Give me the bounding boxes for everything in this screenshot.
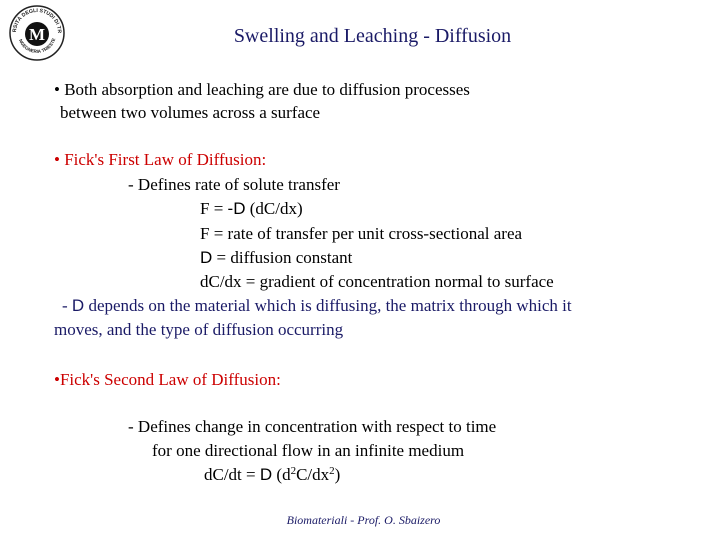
equation2-prefix: dC/dt =: [204, 465, 260, 484]
definition-d: [200, 246, 352, 270]
definition-d-text: = diffusion constant: [212, 248, 353, 267]
diffusion-note-line1: [62, 294, 572, 318]
seal-text-bottom: NGEGNERIA TRIESTE: [17, 37, 57, 54]
bullet-absorption-line2: between two volumes across a surface: [60, 103, 321, 122]
equation2-mid: C/dx: [296, 465, 330, 484]
equation-minus-d: -D: [227, 199, 246, 218]
equation2-sup2: 2: [329, 465, 335, 477]
seal-monogram: M: [28, 25, 46, 44]
equation2-d: D: [259, 465, 273, 484]
note-text-line1: depends on the material which is diffusing, the matrix through which it: [84, 296, 572, 315]
page-title: Swelling and Leaching - Diffusion: [233, 25, 512, 47]
ficks-second-law-definition-line2: for one directional flow in an infinite medium: [152, 441, 465, 460]
ficks-second-law-definition-line1: - Defines change in concentration with respect to time: [128, 417, 497, 436]
equation2-sup1: 2: [290, 465, 297, 477]
ficks-second-law-equation: [204, 463, 340, 487]
definition-d-symbol: D: [200, 248, 213, 267]
equation-f-prefix: F =: [200, 199, 228, 218]
ficks-first-law-heading: • Fick's First Law of Diffusion:: [54, 150, 267, 169]
seal-text-top: RSITÀ DEGLI STUDI DI TR: [11, 7, 63, 34]
note-dash: -: [62, 296, 72, 315]
diffusion-note-line2: moves, and the type of diffusion occurring: [54, 320, 344, 339]
ficks-first-law-definition: - Defines rate of solute transfer: [128, 175, 340, 194]
note-d-symbol: D: [71, 296, 85, 315]
ficks-first-law-equation: [200, 197, 303, 221]
ficks-second-law-heading: •Fick's Second Law of Diffusion:: [54, 370, 281, 389]
definition-f: F = rate of transfer per unit cross-sectional area: [200, 224, 523, 243]
equation-f-suffix: (dC/dx): [245, 199, 303, 218]
bullet-absorption-line1: • Both absorption and leaching are due to diffusion processes: [54, 80, 470, 99]
equation2-close: ): [334, 465, 341, 484]
equation2-open: (d: [272, 465, 291, 484]
definition-gradient: dC/dx = gradient of concentration normal to surface: [200, 272, 554, 291]
footer-credit: Biomateriali - Prof. O. Sbaizero: [286, 513, 441, 527]
